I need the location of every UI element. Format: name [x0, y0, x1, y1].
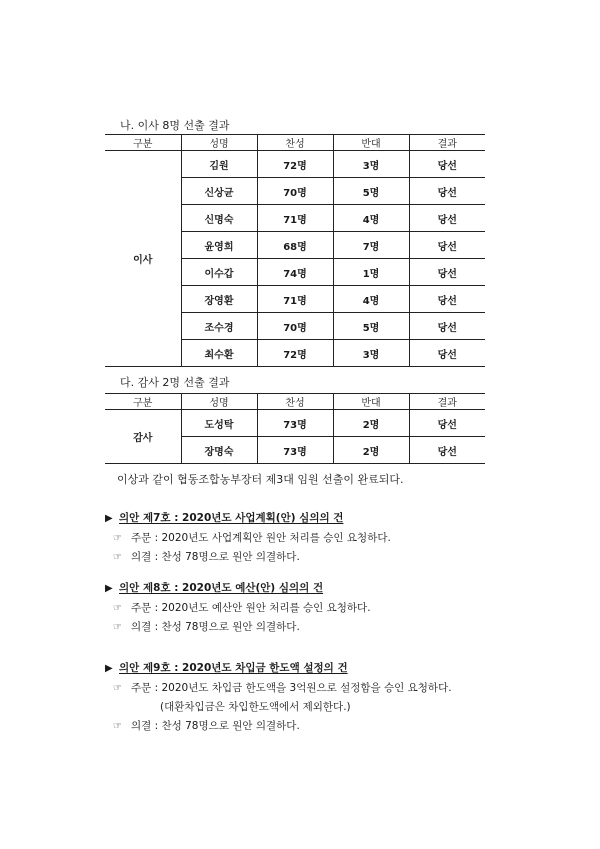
for-votes-cell: 73명: [257, 437, 333, 464]
pointing-hand-icon: ☞: [113, 603, 122, 614]
agenda-resolution-text: 의결 : 찬성 78명으로 원안 의결하다.: [131, 621, 300, 633]
agenda-order-text: 주문 : 2020년도 차입금 한도액을 3억원으로 설정함을 승인 요청하다.: [131, 682, 452, 694]
for-votes-cell: 72명: [257, 151, 333, 178]
for-votes-cell: 72명: [257, 340, 333, 367]
pointing-hand-icon: ☞: [113, 721, 122, 732]
for-votes-cell: 68명: [257, 232, 333, 259]
agenda-order-note: (대환차입금은 차입한도액에서 제외한다.): [160, 701, 351, 713]
pointing-hand-icon: ☞: [113, 683, 122, 694]
against-votes-cell: 7명: [333, 232, 409, 259]
agenda-resolution: [113, 619, 300, 634]
agenda-resolution: [113, 718, 300, 733]
header-category: 구분: [105, 135, 181, 151]
header-against: 반대: [333, 135, 409, 151]
agenda-title: [105, 510, 343, 525]
name-cell: 신명숙: [181, 205, 257, 232]
director-results-table: [105, 134, 485, 367]
agenda-order: [113, 600, 371, 615]
pointing-hand-icon: ☞: [113, 533, 122, 544]
agenda-title: [105, 660, 348, 675]
agenda-resolution-text: 의결 : 찬성 78명으로 원안 의결하다.: [131, 720, 300, 732]
agenda-order: [113, 530, 391, 545]
result-cell: 당선: [409, 340, 485, 367]
name-cell: 김원: [181, 151, 257, 178]
category-cell: 감사: [105, 410, 181, 464]
result-cell: 당선: [409, 410, 485, 437]
for-votes-cell: 71명: [257, 205, 333, 232]
result-cell: 당선: [409, 178, 485, 205]
triangle-right-icon: ▶: [105, 513, 113, 524]
for-votes-cell: 71명: [257, 286, 333, 313]
triangle-right-icon: ▶: [105, 663, 113, 674]
result-cell: 당선: [409, 286, 485, 313]
pointing-hand-icon: ☞: [113, 552, 122, 563]
header-against: 반대: [333, 394, 409, 410]
against-votes-cell: 2명: [333, 410, 409, 437]
category-cell: 이사: [105, 151, 181, 367]
header-result: 결과: [409, 135, 485, 151]
against-votes-cell: 5명: [333, 178, 409, 205]
name-cell: 신상균: [181, 178, 257, 205]
against-votes-cell: 1명: [333, 259, 409, 286]
result-cell: 당선: [409, 437, 485, 464]
section-na-title: 나. 이사 8명 선출 결과: [120, 119, 230, 132]
agenda-title-text: 의안 제8호 : 2020년도 예산(안) 심의의 건: [119, 582, 324, 594]
name-cell: 장영환: [181, 286, 257, 313]
agenda-resolution-text: 의결 : 찬성 78명으로 원안 의결하다.: [131, 551, 300, 563]
header-for: 찬성: [257, 135, 333, 151]
against-votes-cell: 3명: [333, 340, 409, 367]
name-cell: 조수경: [181, 313, 257, 340]
agenda-title-text: 의안 제9호 : 2020년도 차입금 한도액 설정의 건: [119, 662, 348, 674]
triangle-right-icon: ▶: [105, 583, 113, 594]
table-row: [105, 410, 485, 437]
header-for: 찬성: [257, 394, 333, 410]
election-summary: 이상과 같이 협동조합농부장터 제3대 임원 선출이 완료되다.: [117, 473, 404, 486]
for-votes-cell: 74명: [257, 259, 333, 286]
agenda-order-text: 주문 : 2020년도 예산안 원안 처리를 승인 요청하다.: [131, 602, 371, 614]
section-da-title: 다. 감사 2명 선출 결과: [120, 376, 230, 389]
result-cell: 당선: [409, 259, 485, 286]
result-cell: 당선: [409, 205, 485, 232]
name-cell: 윤영희: [181, 232, 257, 259]
result-cell: 당선: [409, 313, 485, 340]
header-result: 결과: [409, 394, 485, 410]
against-votes-cell: 4명: [333, 286, 409, 313]
table-row: [105, 151, 485, 178]
name-cell: 도성탁: [181, 410, 257, 437]
header-name: 성명: [181, 135, 257, 151]
header-name: 성명: [181, 394, 257, 410]
against-votes-cell: 2명: [333, 437, 409, 464]
for-votes-cell: 70명: [257, 313, 333, 340]
result-cell: 당선: [409, 232, 485, 259]
result-cell: 당선: [409, 151, 485, 178]
table-header-row: [105, 394, 485, 410]
against-votes-cell: 3명: [333, 151, 409, 178]
name-cell: 최수환: [181, 340, 257, 367]
agenda-order-text: 주문 : 2020년도 사업계획안 원안 처리를 승인 요청하다.: [131, 532, 391, 544]
against-votes-cell: 5명: [333, 313, 409, 340]
agenda-order: [113, 680, 452, 695]
name-cell: 이수갑: [181, 259, 257, 286]
pointing-hand-icon: ☞: [113, 622, 122, 633]
agenda-title-text: 의안 제7호 : 2020년도 사업계획(안) 심의의 건: [119, 512, 344, 524]
against-votes-cell: 4명: [333, 205, 409, 232]
agenda-title: [105, 580, 323, 595]
for-votes-cell: 70명: [257, 178, 333, 205]
header-category: 구분: [105, 394, 181, 410]
auditor-results-table: [105, 393, 485, 464]
name-cell: 장명숙: [181, 437, 257, 464]
agenda-resolution: [113, 549, 300, 564]
table-header-row: [105, 135, 485, 151]
for-votes-cell: 73명: [257, 410, 333, 437]
